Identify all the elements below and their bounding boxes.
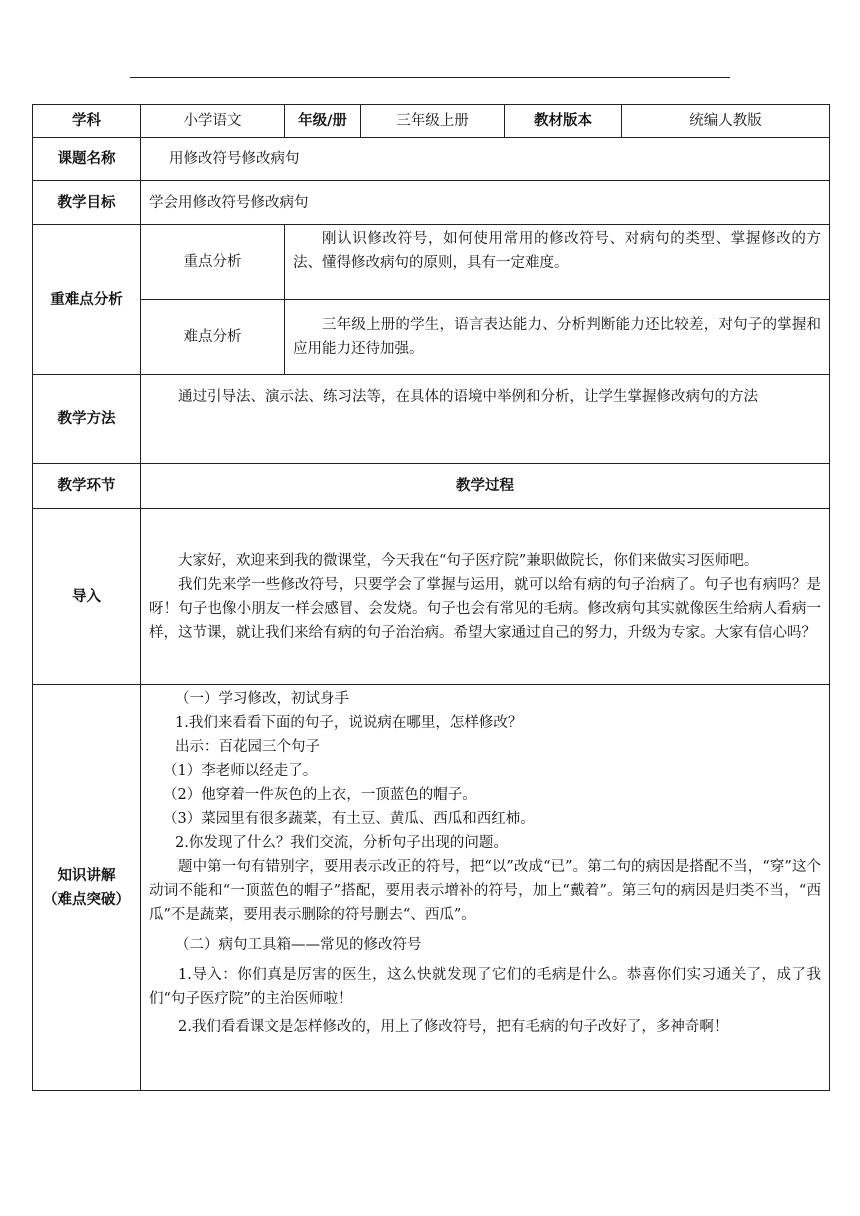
intro-label: 导入 — [33, 509, 141, 685]
knowledge-line-1: 1.我们来看看下面的句子，说说病在哪里，怎样修改？ — [175, 715, 523, 731]
method-row — [33, 375, 830, 464]
knowledge-label — [33, 685, 141, 1091]
intro-paragraph-2: 我们先来学一些修改符号，只要学会了掌握与运用，就可以给有病的句子治病了。句子也有病吗？是呀！句子也像小朋友一样会感冒、会发烧。句子也会有常见的毛病。修改病句其实就像医生给病人看病一样，这节课，就让我们来给有病的句子治治病。希望大家通过自己的努力，升级为专家。大家有信心吗？ — [149, 576, 821, 641]
knowledge-text — [141, 685, 830, 1091]
process-label: 教学过程 — [141, 464, 830, 509]
intro-text — [141, 509, 830, 685]
sample-sentence-1: （1）李老师以经走了。 — [163, 763, 318, 779]
textbook-value: 统编人教版 — [622, 105, 830, 138]
goal-row — [33, 181, 830, 225]
difficulty-label: 重难点分析 — [33, 225, 141, 375]
stage-header-row — [33, 464, 830, 509]
toolbox-paragraph-2: 2.我们看看课文是怎样修改的，用上了修改符号，把有毛病的句子改好了，多神奇啊！ — [178, 1019, 729, 1035]
goal-value: 学会用修改符号修改病句 — [141, 181, 830, 225]
knowledge-label-line1: 知识讲解 — [57, 867, 116, 884]
topic-row — [33, 138, 830, 181]
lesson-plan-table — [32, 104, 830, 1091]
intro-row — [33, 509, 830, 685]
method-text: 通过引导法、演示法、练习法等，在具体的语境中举例和分析，让学生掌握修改病句的方法 — [141, 375, 830, 464]
topic-label: 课题名称 — [33, 138, 141, 181]
section-heading-1: （一）学习修改，初试身手 — [175, 691, 349, 707]
key-point-label: 重点分析 — [141, 225, 285, 300]
knowledge-row — [33, 685, 830, 1091]
knowledge-label-line2: （难点突破） — [43, 891, 130, 908]
hard-point-label: 难点分析 — [141, 300, 285, 375]
key-point-text: 刚认识修改符号，如何使用常用的修改符号、对病句的类型、掌握修改的方法、懂得修改病句的原则，具有一定难度。 — [285, 225, 830, 300]
subject-label: 学科 — [33, 105, 141, 138]
knowledge-line-2: 出示：百花园三个句子 — [175, 739, 320, 755]
goal-label: 教学目标 — [33, 181, 141, 225]
key-point-row — [33, 225, 830, 300]
grade-value: 三年级上册 — [361, 105, 505, 138]
method-label: 教学方法 — [33, 375, 141, 464]
header-rule — [130, 77, 730, 78]
knowledge-line-3: 2.你发现了什么？我们交流，分析句子出现的问题。 — [175, 835, 508, 851]
analysis-paragraph: 题中第一句有错别字，要用表示改正的符号，把“以”改成“已”。第二句的病因是搭配不当，“穿”这个动词不能和“一顶蓝色的帽子”搭配，要用表示增补的符号，加上“戴着”。第三句的病因是归类不当，“西瓜”不是蔬菜，要用表示删除的符号删去“、西瓜”。 — [149, 859, 821, 923]
subject-value: 小学语文 — [141, 105, 285, 138]
hard-point-text: 三年级上册的学生，语言表达能力、分析判断能力还比较差，对句子的掌握和应用能力还待加强。 — [285, 300, 830, 375]
sample-sentence-2: （2）他穿着一件灰色的上衣，一顶蓝色的帽子。 — [163, 787, 477, 803]
stage-label: 教学环节 — [33, 464, 141, 509]
hard-point-row — [33, 300, 830, 375]
textbook-label: 教材版本 — [505, 105, 622, 138]
intro-paragraph-1: 大家好，欢迎来到我的微课堂，今天我在“句子医疗院”兼职做院长，你们来做实习医师吧。 — [178, 552, 759, 569]
grade-label: 年级/册 — [285, 105, 361, 138]
section-heading-2: （二）病句工具箱——常见的修改符号 — [175, 937, 422, 953]
sample-sentence-3: （3）菜园里有很多蔬菜，有土豆、黄瓜、西瓜和西红柿。 — [163, 811, 535, 827]
topic-value: 用修改符号修改病句 — [141, 138, 830, 181]
info-row — [33, 105, 830, 138]
toolbox-paragraph-1: 1.导入：你们真是厉害的医生，这么快就发现了它们的毛病是什么。恭喜你们实习通关了，成了我们“句子医疗院”的主治医师啦！ — [149, 967, 821, 1007]
